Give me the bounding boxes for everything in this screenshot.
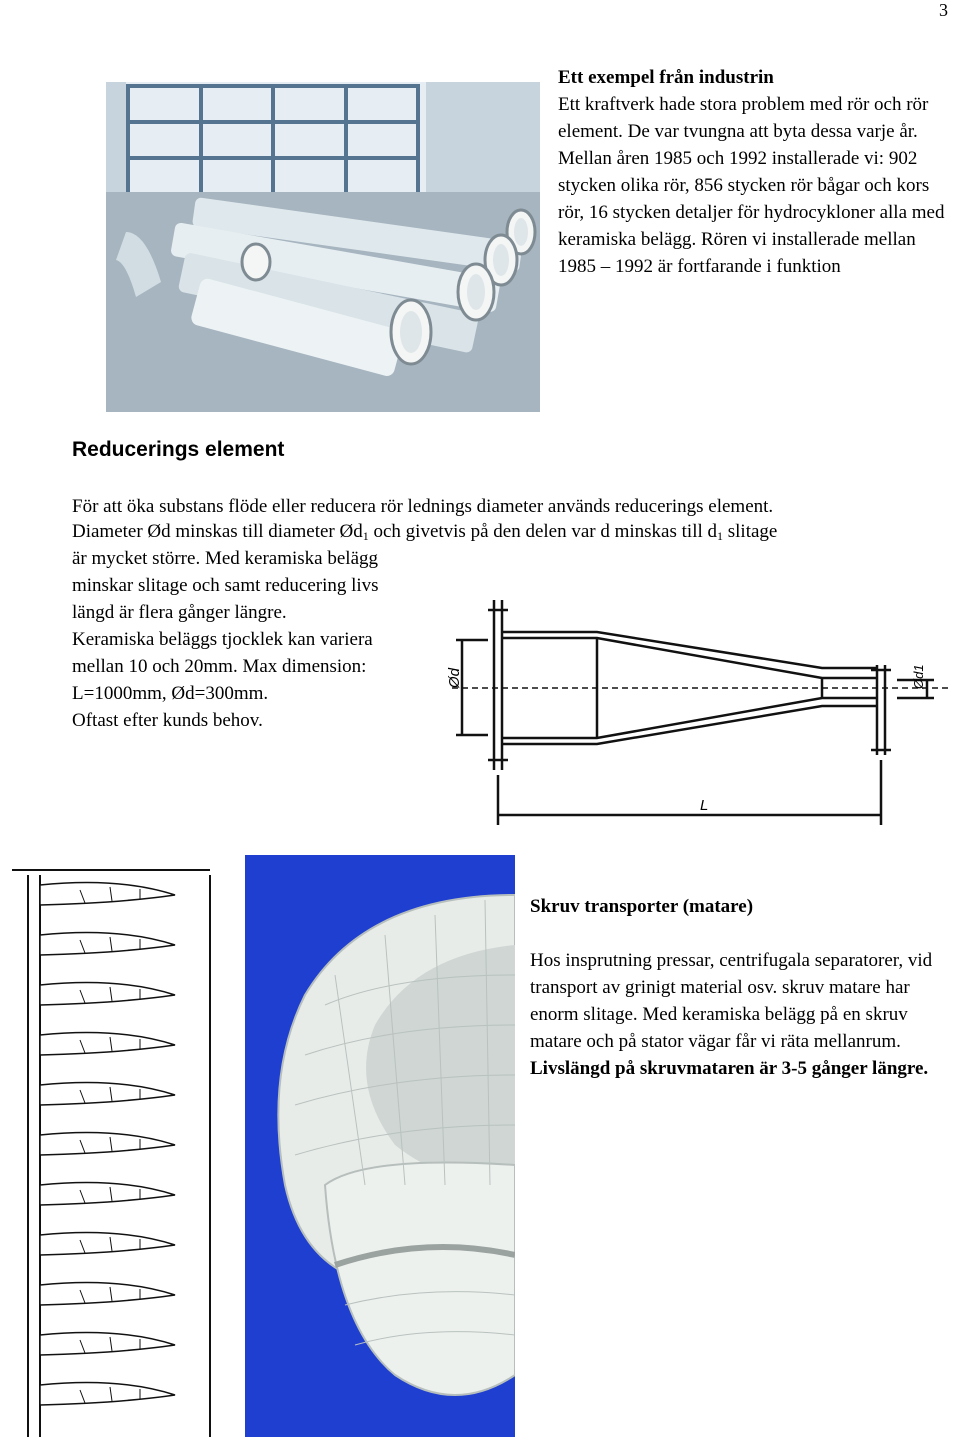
reducer-line-2b: och givetvis på den delen var d minskas till d — [368, 521, 717, 542]
industry-example — [558, 64, 958, 280]
reducer-side-1: Med keramiska belägg minskar slitage och samt reducering livs längd är flera gånger längre. — [72, 548, 379, 623]
reducer-drawing — [422, 570, 960, 845]
page-number: 3 — [939, 0, 948, 20]
reducer-side-2: Keramiska beläggs tjocklek kan variera mellan 10 och 20mm. Max dimension: L=1000mm, Ød=300mm. — [72, 629, 373, 704]
screw-section — [530, 893, 950, 1082]
label-d: Ød — [446, 667, 463, 688]
subscript-1b: 1 — [717, 529, 723, 543]
reducer-line-2c: slitage — [723, 521, 778, 542]
reducer-line-3: är mycket större. — [72, 548, 201, 569]
label-d1: Ød1 — [911, 664, 926, 689]
screw-note: Livslängd på skruvmataren är 3-5 gånger längre. — [530, 1058, 929, 1079]
reducer-details — [72, 545, 412, 734]
industry-body: Ett kraftverk hade stora problem med rör och rör element. De var tvungna att byta dessa varje år. Mellan åren 1985 och 1992 installerade vi: 902 stycken olika rör, 856 stycken rör bågar och kors rör, 16 stycken detaljer för hydrocykloner alla med keramiska belägg. Rören vi installerade mellan 1985 – 1992 är fortfarande i funktion — [558, 94, 945, 277]
subscript-1: 1 — [362, 529, 369, 543]
industry-title: Ett exempel från industrin — [558, 67, 774, 88]
reducer-line-1: För att öka substans flöde eller reducera rör lednings diameter används reducerings element. — [72, 496, 774, 517]
label-length: L — [700, 797, 709, 814]
screw-body: Hos insprutning pressar, centrifugala separatorer, vid transport av grinigt material osv. skruv matare har enorm slitage. Med keramiska belägg på en skruv matare och på stator vägar får vi räta mellanrum. — [530, 950, 933, 1052]
reducer-heading: Reducerings element — [72, 438, 285, 461]
pipes-photo — [106, 82, 540, 412]
reducer-line-2 — [72, 521, 777, 544]
screw-drawing — [0, 855, 232, 1437]
reducer-line-2a: Diameter Ød minskas till diameter Ød — [72, 521, 363, 542]
screw-photo — [245, 855, 515, 1437]
screw-title: Skruv transporter (matare) — [530, 896, 754, 917]
reducer-side-3: Oftast efter kunds behov. — [72, 710, 263, 731]
